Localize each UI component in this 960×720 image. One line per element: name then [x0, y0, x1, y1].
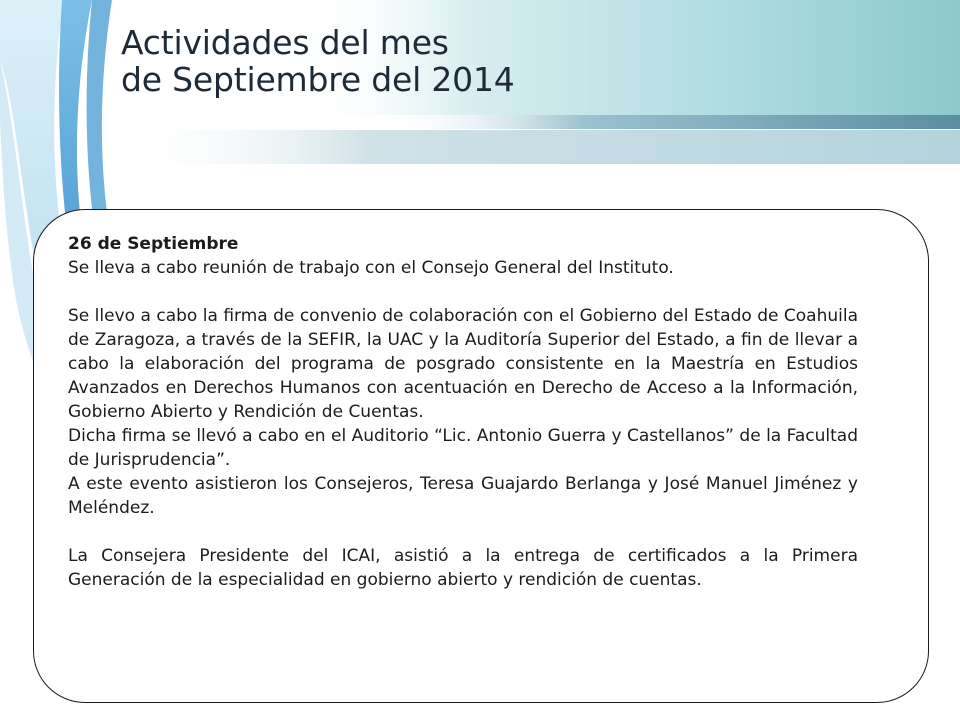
paragraph-attendees: A este evento asistieron los Consejeros, Teresa Guajardo Berlanga y José Manuel Jiménez y Meléndez.	[68, 474, 858, 518]
content-text	[68, 232, 858, 592]
paragraph-venue: Dicha firma se llevó a cabo en el Auditorio “Lic. Antonio Guerra y Castellanos” de la Facultad de Jurisprudencia”.	[68, 426, 858, 470]
spacer	[68, 280, 858, 304]
paragraph-certificates: La Consejera Presidente del ICAI, asistió a la entrega de certificados a la Primera Generación de la especialidad en gobierno abierto y rendición de cuentas.	[68, 546, 858, 590]
title-line-1: Actividades del mes	[121, 23, 449, 62]
date-heading: 26 de Septiembre	[68, 234, 239, 254]
slide-title	[121, 24, 515, 98]
title-line-2: de Septiembre del 2014	[121, 60, 515, 99]
paragraph-meeting: Se lleva a cabo reunión de trabajo con el Consejo General del Instituto.	[68, 258, 674, 278]
paragraph-agreement: Se llevo a cabo la firma de convenio de colaboración con el Gobierno del Estado de Coahuila de Zaragoza, a través de la SEFIR, la UAC y la Auditoría Superior del Estado, a fin de llevar a cabo la elaboración del programa de posgrado consistente en la Maestría en Estudios Avanzados en Derechos Humanos con acentuación en Derecho de Acceso a la Información, Gobierno Abierto y Rendición de Cuentas.	[68, 306, 858, 422]
spacer	[68, 520, 858, 544]
content-box	[33, 209, 929, 703]
